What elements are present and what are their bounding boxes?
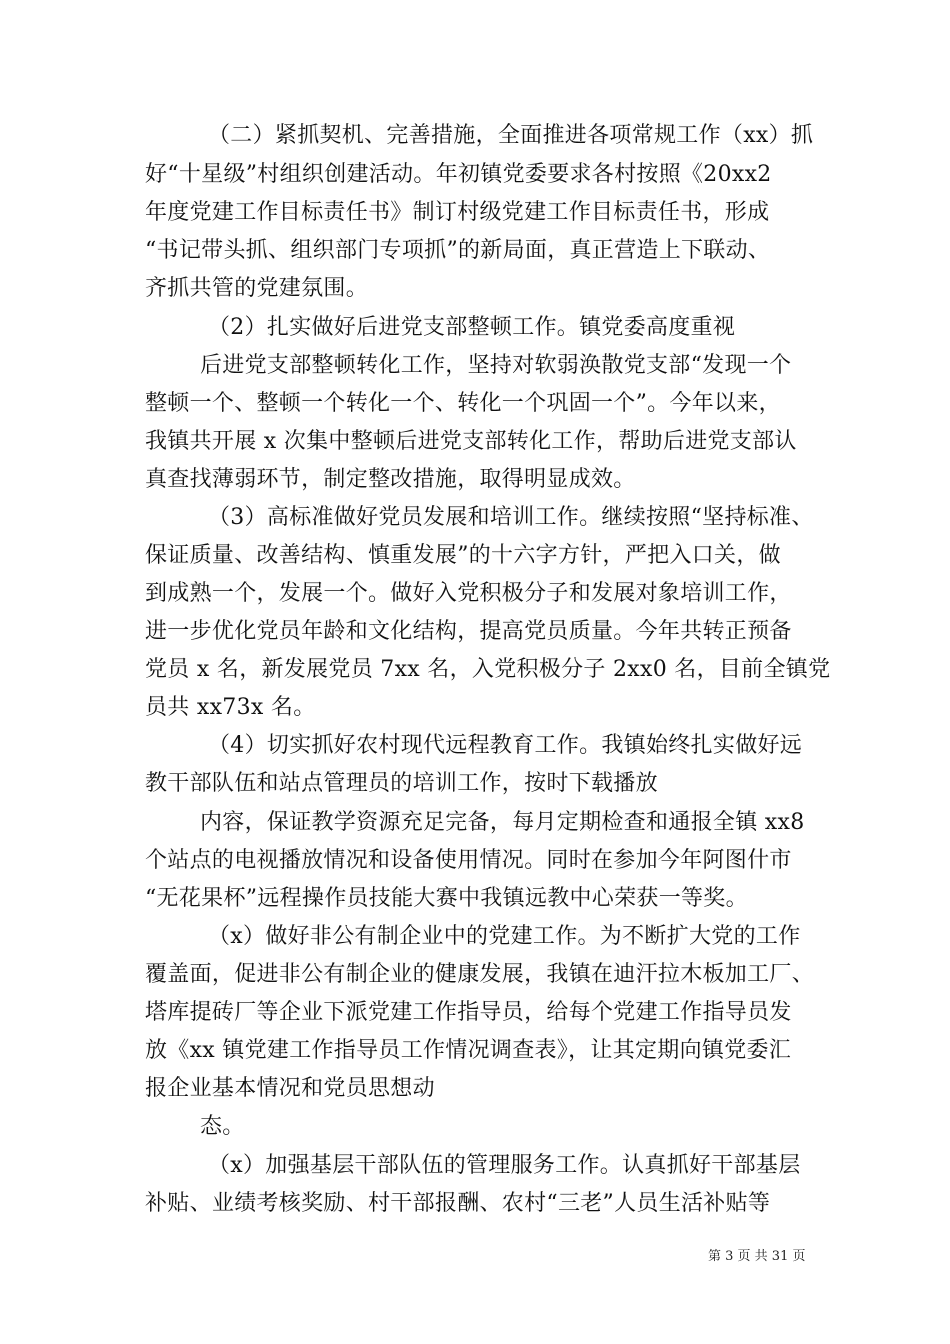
- text-line: 到成熟一个，发展一个。做好入党积极分子和发展对象培训工作，: [145, 581, 792, 606]
- text-line: 真查找薄弱环节，制定整改措施，取得明显成效。: [145, 467, 636, 492]
- text-line: 态。: [200, 1114, 245, 1139]
- text-line: 年度党建工作目标责任书》制订村级党建工作目标责任书，形成: [145, 200, 770, 225]
- text-line: 后进党支部整顿转化工作，坚持对软弱涣散党支部“发现一个: [200, 353, 792, 378]
- text-line: （4）切实抓好农村现代远程教育工作。我镇始终扎实做好远: [208, 733, 803, 758]
- text-line: （3）高标准做好党员发展和培训工作。继续按照“坚持标准、: [208, 505, 814, 530]
- text-line: “无花果杯”远程操作员技能大赛中我镇远教中心荣获一等奖。: [145, 886, 748, 911]
- text-line: 教干部队伍和站点管理员的培训工作，按时下载播放: [145, 771, 658, 796]
- text-line: （2）扎实做好后进党支部整顿工作。镇党委高度重视: [208, 315, 736, 340]
- text-line: 齐抓共管的党建氛围。: [145, 276, 369, 301]
- text-line: 保证质量、改善结构、慎重发展”的十六字方针，严把入口关，做: [145, 543, 781, 568]
- text-line: 我镇共开展 x 次集中整顿后进党支部转化工作，帮助后进党支部认: [145, 429, 797, 454]
- text-line: 党员 x 名，新发展党员 7xx 名，入党积极分子 2xx0 名，目前全镇党: [145, 657, 831, 682]
- text-line: 报企业基本情况和党员思想动: [145, 1076, 435, 1101]
- text-line: 塔库提砖厂等企业下派党建工作指导员，给每个党建工作指导员发: [145, 1000, 792, 1025]
- text-line: （二）紧抓契机、完善措施，全面推进各项常规工作（xx）抓: [208, 123, 814, 148]
- text-line: 员共 xx73x 名。: [145, 695, 316, 720]
- text-line: 个站点的电视播放情况和设备使用情况。同时在参加今年阿图什市: [145, 848, 792, 873]
- text-line: （x）做好非公有制企业中的党建工作。为不断扩大党的工作: [208, 924, 801, 949]
- text-line: 进一步优化党员年龄和文化结构，提高党员质量。今年共转正预备: [145, 619, 792, 644]
- page-number-footer: 第 3 页 共 31 页: [708, 1249, 806, 1264]
- text-line: “书记带头抓、组织部门专项抓”的新局面，真正营造上下联动、: [145, 238, 771, 263]
- text-line: 整顿一个、整顿一个转化一个、转化一个巩固一个”。今年以来，: [145, 391, 781, 416]
- text-line: 覆盖面，促进非公有制企业的健康发展，我镇在迪汗拉木板加工厂、: [145, 962, 815, 987]
- text-line: 好“十星级”村组织创建活动。年初镇党委要求各村按照《20xx2: [145, 162, 772, 187]
- text-line: （x）加强基层干部队伍的管理服务工作。认真抓好干部基层: [208, 1153, 801, 1178]
- text-line: 内容，保证教学资源充足完备，每月定期检查和通报全镇 xx8: [200, 810, 805, 835]
- text-line: 补贴、业绩考核奖励、村干部报酬、农村“三老”人员生活补贴等: [145, 1191, 771, 1216]
- text-line: 放《xx 镇党建工作指导员工作情况调查表》，让其定期向镇党委汇: [145, 1038, 792, 1063]
